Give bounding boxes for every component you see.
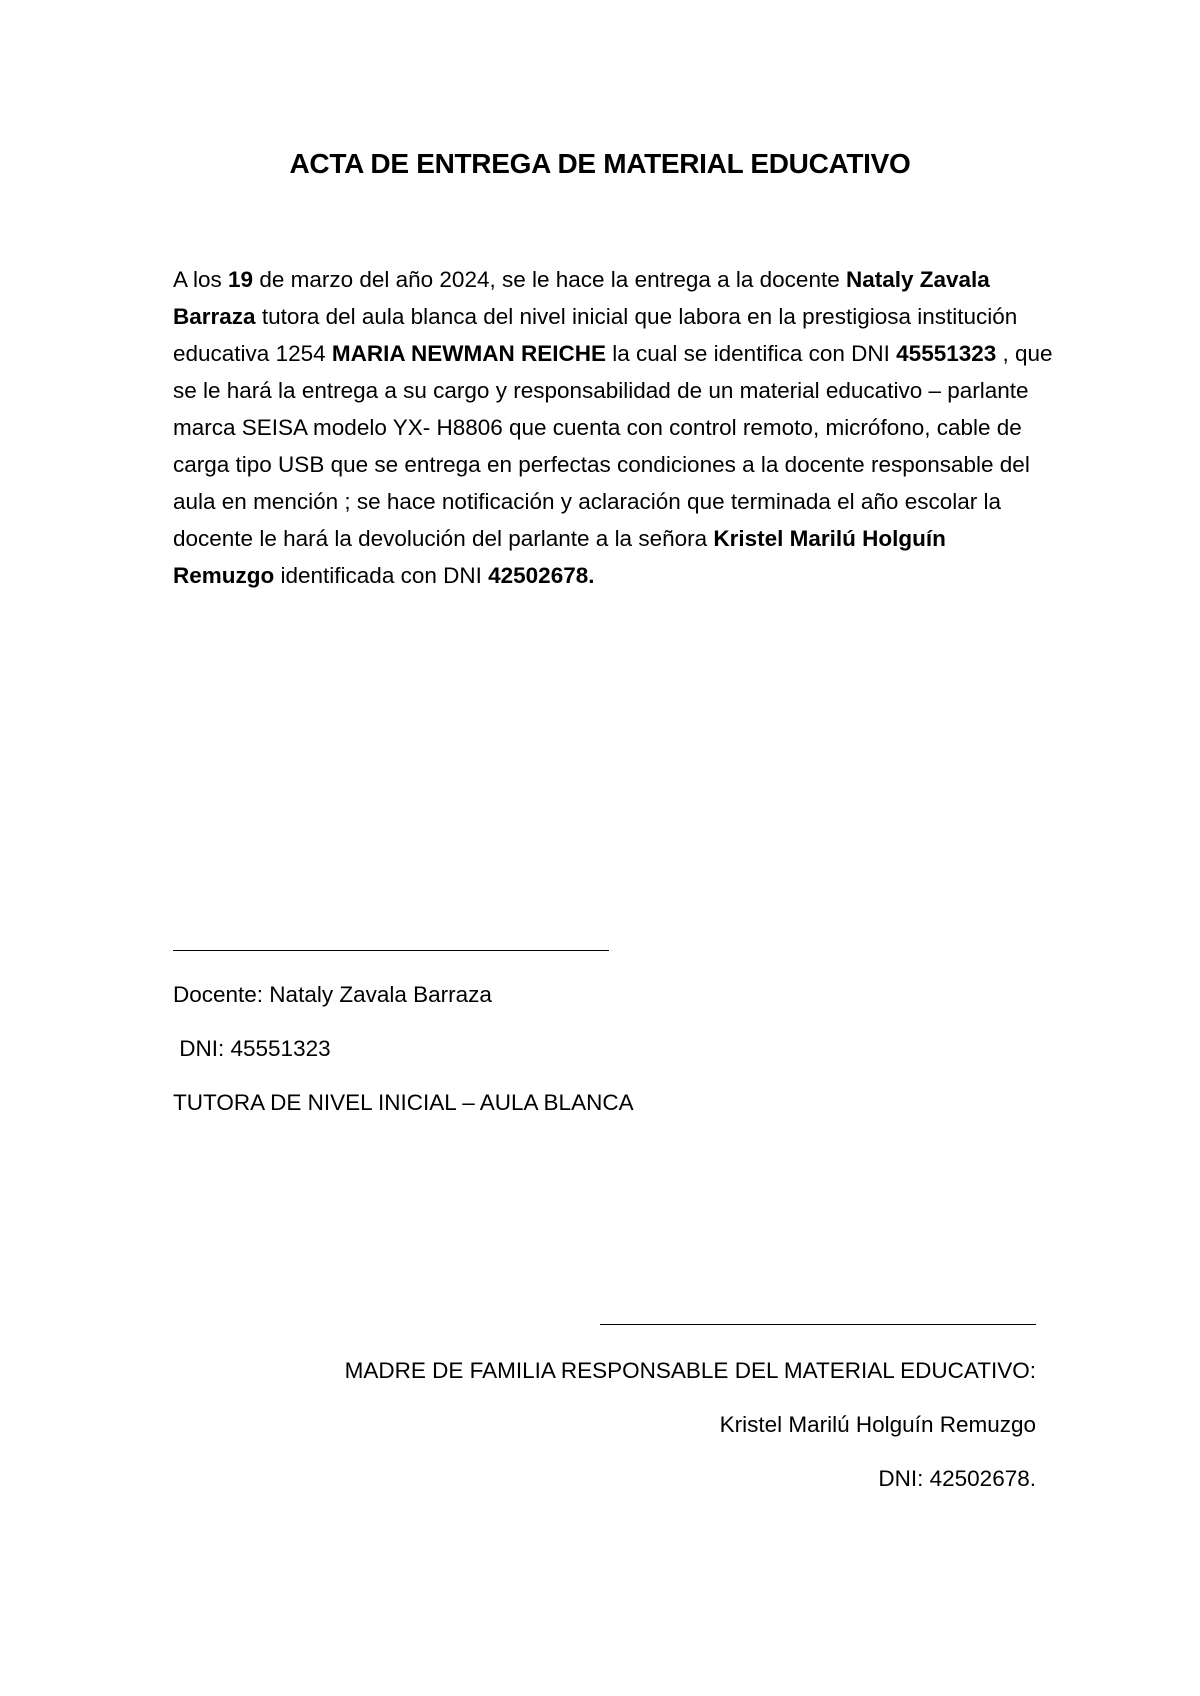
paragraph-text: A los bbox=[173, 267, 229, 292]
main-paragraph bbox=[173, 261, 1053, 594]
mother-signature-line bbox=[600, 1324, 1036, 1325]
teacher-signature-line bbox=[173, 950, 609, 951]
mother-dni: 42502678. bbox=[488, 563, 595, 588]
delivery-day: 19 bbox=[228, 267, 254, 292]
teacher-dni: 45551323 bbox=[896, 341, 997, 366]
teacher-name: Nataly Zavala Barraza bbox=[173, 267, 990, 329]
document-title: ACTA DE ENTREGA DE MATERIAL EDUCATIVO bbox=[289, 148, 911, 179]
paragraph-text: tutora del aula blanca del nivel inicial que labora en la prestigiosa institución educativa 1254 bbox=[173, 304, 1018, 366]
paragraph-text: identificada con DNI bbox=[274, 563, 489, 588]
teacher-dni-line: DNI: 45551323 bbox=[173, 1036, 331, 1061]
mother-name-line: Kristel Marilú Holguín Remuzgo bbox=[719, 1412, 1036, 1437]
mother-name: Kristel Marilú Holguín Remuzgo bbox=[173, 526, 946, 588]
mother-dni-line: DNI: 42502678. bbox=[878, 1466, 1036, 1491]
teacher-name-line: Docente: Nataly Zavala Barraza bbox=[173, 982, 492, 1007]
school-name: MARIA NEWMAN REICHE bbox=[331, 341, 607, 366]
teacher-role-line: TUTORA DE NIVEL INICIAL – AULA BLANCA bbox=[173, 1090, 634, 1115]
paragraph-text: de marzo del año 2024, se le hace la entrega a la docente bbox=[253, 267, 846, 292]
paragraph-text: la cual se identifica con DNI bbox=[606, 341, 897, 366]
paragraph-text: , que se le hará la entrega a su cargo y responsabilidad de un material educativo – parlante marca SEISA modelo YX- H8806 que cuenta con control remoto, micrófono, cable de carga tipo USB que se entrega en perfectas condiciones a la docente responsable del aula en mención ; se hace notificación y aclaración que terminada el año escolar la docente le hará la devolución del parlante a la señora bbox=[173, 341, 1053, 551]
mother-role-line: MADRE DE FAMILIA RESPONSABLE DEL MATERIAL EDUCATIVO: bbox=[344, 1358, 1036, 1383]
